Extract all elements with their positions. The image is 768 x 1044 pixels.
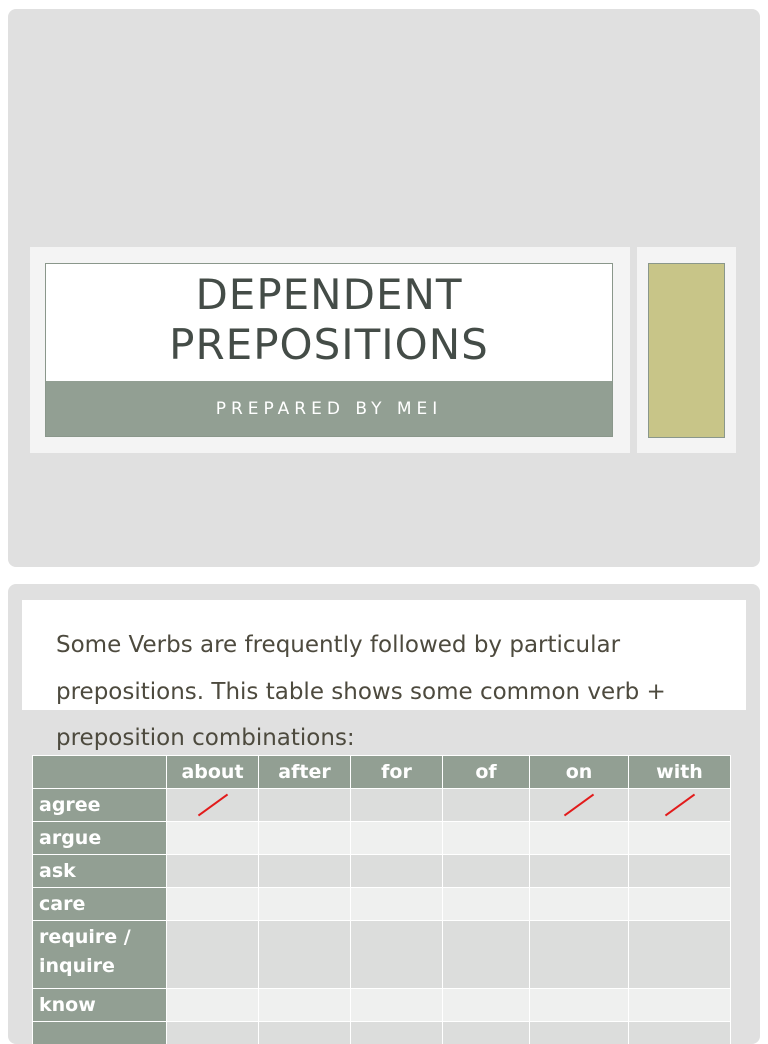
check-mark-icon bbox=[664, 794, 694, 817]
check-mark-icon bbox=[564, 794, 594, 817]
combination-cell bbox=[443, 921, 530, 989]
accent-card bbox=[637, 247, 736, 453]
column-header: about bbox=[167, 756, 259, 789]
title-box bbox=[45, 263, 613, 437]
combination-cell bbox=[259, 888, 351, 921]
combination-cell bbox=[443, 1022, 530, 1044]
combination-cell bbox=[443, 789, 530, 822]
combination-cell bbox=[629, 822, 731, 855]
combination-cell bbox=[167, 789, 259, 822]
combination-cell bbox=[443, 989, 530, 1022]
combination-cell bbox=[629, 921, 731, 989]
check-mark-icon bbox=[197, 794, 227, 817]
combination-cell bbox=[629, 789, 731, 822]
combination-cell bbox=[259, 921, 351, 989]
combination-cell bbox=[167, 1022, 259, 1044]
combination-cell bbox=[629, 989, 731, 1022]
title-card bbox=[30, 247, 630, 453]
column-header: on bbox=[530, 756, 629, 789]
combination-cell bbox=[351, 1022, 443, 1044]
table-row bbox=[33, 921, 731, 989]
verb-cell: argue bbox=[33, 822, 167, 855]
column-header: after bbox=[259, 756, 351, 789]
combination-cell bbox=[530, 822, 629, 855]
combination-cell bbox=[167, 822, 259, 855]
preposition-table bbox=[32, 755, 731, 1044]
combination-cell bbox=[530, 1022, 629, 1044]
verb-cell: require / inquire bbox=[33, 921, 167, 989]
combination-cell bbox=[443, 822, 530, 855]
combination-cell bbox=[351, 888, 443, 921]
table-row bbox=[33, 822, 731, 855]
combination-cell bbox=[530, 989, 629, 1022]
subtitle-band bbox=[46, 381, 612, 436]
verb-cell: care bbox=[33, 888, 167, 921]
column-header: for bbox=[351, 756, 443, 789]
combination-cell bbox=[351, 989, 443, 1022]
combination-cell bbox=[259, 855, 351, 888]
verb-cell bbox=[33, 1022, 167, 1044]
accent-block bbox=[648, 263, 725, 438]
combination-cell bbox=[259, 989, 351, 1022]
content-slide bbox=[8, 584, 760, 1044]
combination-cell bbox=[167, 888, 259, 921]
combination-cell bbox=[351, 822, 443, 855]
combination-cell bbox=[530, 855, 629, 888]
column-header: of bbox=[443, 756, 530, 789]
table-row bbox=[33, 789, 731, 822]
combination-cell bbox=[351, 921, 443, 989]
combination-cell bbox=[443, 888, 530, 921]
table-row bbox=[33, 989, 731, 1022]
verb-cell: agree bbox=[33, 789, 167, 822]
combination-cell bbox=[629, 855, 731, 888]
title-slide bbox=[8, 9, 760, 567]
combination-cell bbox=[530, 921, 629, 989]
combination-cell bbox=[443, 855, 530, 888]
slide-subtitle: PREPARED BY MEI bbox=[216, 399, 443, 419]
verb-cell: ask bbox=[33, 855, 167, 888]
combination-cell bbox=[629, 888, 731, 921]
combination-cell bbox=[259, 822, 351, 855]
table-header-row bbox=[33, 756, 731, 789]
column-header: with bbox=[629, 756, 731, 789]
slide-title: DEPENDENT PREPOSITIONS bbox=[46, 270, 612, 370]
combination-cell bbox=[167, 921, 259, 989]
table-row bbox=[33, 855, 731, 888]
combination-cell bbox=[167, 989, 259, 1022]
table-row bbox=[33, 1022, 731, 1044]
verb-cell: know bbox=[33, 989, 167, 1022]
combination-cell bbox=[530, 789, 629, 822]
table-corner-cell bbox=[33, 756, 167, 789]
combination-cell bbox=[351, 789, 443, 822]
table-row bbox=[33, 888, 731, 921]
combination-cell bbox=[259, 789, 351, 822]
combination-cell bbox=[167, 855, 259, 888]
intro-paragraph: Some Verbs are frequently followed by particular prepositions. This table shows some common verb + preposition combinations: bbox=[56, 622, 728, 762]
combination-cell bbox=[530, 888, 629, 921]
combination-cell bbox=[629, 1022, 731, 1044]
combination-cell bbox=[351, 855, 443, 888]
combination-cell bbox=[259, 1022, 351, 1044]
